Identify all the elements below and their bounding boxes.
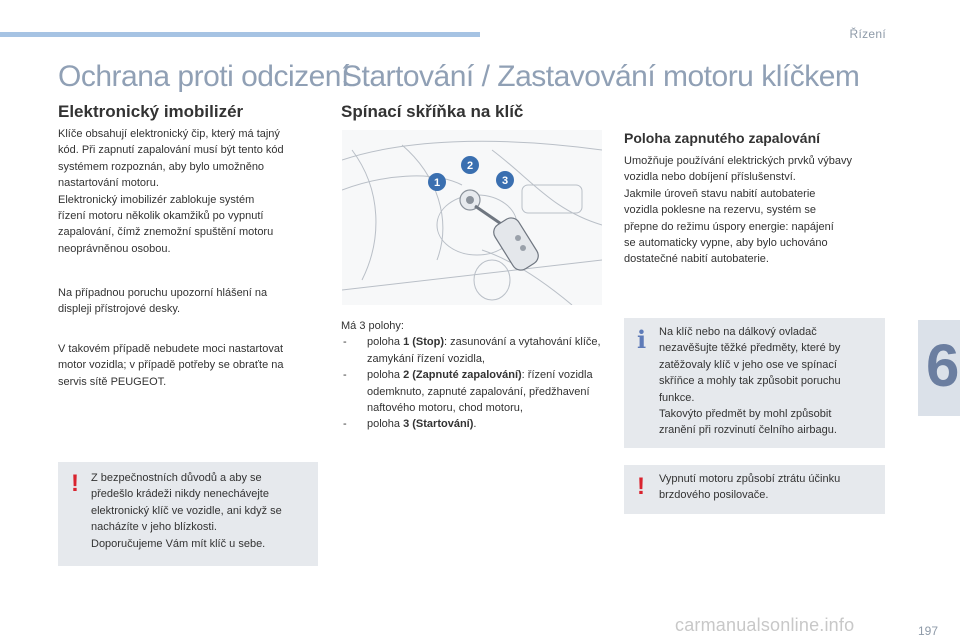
center-subtitle: Spínací skříňka na klíč xyxy=(341,102,524,121)
chapter-tab xyxy=(918,320,960,416)
section-title: Řízení xyxy=(849,27,886,41)
callout-2-label: 2 xyxy=(466,160,474,172)
left-paragraph-1: Klíče obsahují elektronický čip, který má tajný kód. Při zapnutí zapalování musí být tento kód systémem rozpoznán, aby bylo umožněno nastartování motoru. Elektronický imobilizér zablokuje systém řízení motoru několik okamžiků po vypnutí zapalování, čímž znemožní spuštění motoru neoprávněnou osobou. xyxy=(58,128,284,255)
left-paragraph-2: Na případnou poruchu upozorní hlášení na displeji přístrojové desky. xyxy=(58,287,268,316)
left-warning-text: Z bezpečnostních důvodů a aby se předešlo krádeži nikdy nenechávejte elektronický klíč ve vozidle, ani když se nacházíte v jeho blízkosti. Doporučujeme Vám mít klíč u sebe. xyxy=(91,472,282,550)
positions-intro: Má 3 polohy: xyxy=(341,320,404,332)
center-title: Startování / Zastavování motoru klíčkem xyxy=(342,60,860,93)
left-paragraph-3: V takovém případě nebudete moci nastartovat motor vozidla; v případě potřeby se obraťte na servis sítě PEUGEOT. xyxy=(58,343,284,388)
warning-icon: ! xyxy=(71,470,79,497)
left-title: Ochrana proti odcizení xyxy=(58,60,349,93)
ignition-illustration xyxy=(342,130,602,305)
right-info-text: Na klíč nebo na dálkový ovladač nezavěšujte těžké předměty, které by zatěžovaly klíč v jeho ose ve spínací skříňce a mohly tak způsobit poruchu funkce. Takovýto předmět by mohl způsobit zranění při rozvinutí čelního airbagu. xyxy=(659,326,841,437)
callout-1-label: 1 xyxy=(433,177,441,189)
top-accent-bar xyxy=(0,32,480,37)
callout-3-label: 3 xyxy=(501,175,509,187)
page-number: 197 xyxy=(917,624,938,638)
list-item: - poloha 3 (Startování). xyxy=(343,418,477,431)
right-warning-text: Vypnutí motoru způsobí ztrátu účinku brzdového posilovače. xyxy=(659,473,841,502)
list-item: - poloha 2 (Zapnuté zapalování): řízení vozidla odemknuto, zapnuté zapalování, předžhavení naftového motoru, chod motoru, xyxy=(343,369,593,415)
left-subtitle: Elektronický imobilizér xyxy=(58,102,244,121)
positions-list xyxy=(341,318,611,433)
chapter-number: 6 xyxy=(926,332,960,399)
right-subtitle: Poloha zapnutého zapalování xyxy=(624,130,821,146)
warning-icon: ! xyxy=(637,473,645,500)
watermark: carmanualsonline.info xyxy=(675,615,855,635)
left-warning-box xyxy=(58,462,318,566)
info-icon: i xyxy=(637,325,647,354)
right-warning-box xyxy=(624,465,885,514)
list-item: - poloha 1 (Stop): zasunování a vytahování klíče, zamykání řízení vozidla, xyxy=(343,336,601,365)
right-paragraph: Umožňuje používání elektrických prvků výbavy vozidla nebo dobíjení příslušenství. Jakmile úroveň stavu nabití autobaterie vozidla poklesne na rezervu, systém se přepne do režimu úspory energie: napájení se automaticky vypne, aby bylo uchováno dostatečné nabití autobaterie. xyxy=(624,155,853,266)
right-info-box xyxy=(624,318,885,448)
